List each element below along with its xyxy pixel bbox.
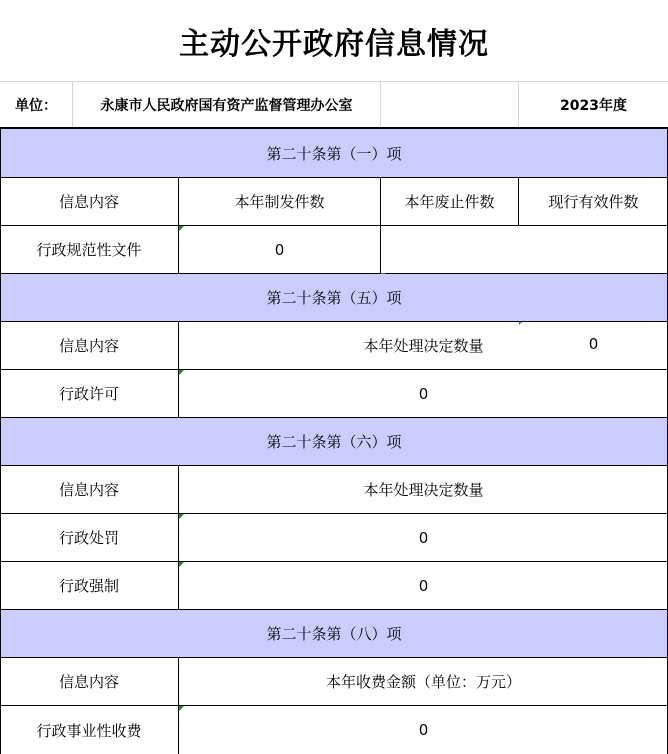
header-cell: 信息内容 — [0, 658, 179, 705]
table-row — [0, 514, 668, 562]
report-year: 2023年度 — [560, 97, 627, 114]
header-cell: 本年处理决定数量 — [363, 337, 484, 355]
table-row — [0, 370, 668, 418]
header-row — [0, 178, 668, 226]
section-title: 第二十条第（一）项 — [266, 144, 402, 163]
row-label: 行政事业性收费 — [0, 706, 179, 754]
row-label: 行政处罚 — [0, 514, 179, 561]
row-label: 行政强制 — [0, 562, 179, 609]
header-cell: 信息内容 — [0, 466, 179, 513]
page-title: 主动公开政府信息情况 — [179, 26, 489, 62]
table-row — [0, 706, 668, 754]
value-cell: 0 — [179, 226, 381, 273]
section-heading — [0, 418, 668, 466]
header-row — [0, 322, 668, 370]
header-cell: 信息内容 — [0, 178, 179, 225]
table-left-border — [0, 129, 1, 754]
row-label: 行政规范性文件 — [0, 226, 179, 273]
header-cell: 本年制发件数 — [179, 178, 381, 225]
header-cell: 本年废止件数 — [381, 178, 519, 225]
header-cell: 本年收费金额（单位：万元） — [325, 673, 521, 691]
value-cell: 0 — [179, 562, 668, 609]
value-cell: 0 — [519, 320, 668, 367]
value-cell: 0 — [179, 370, 668, 417]
section-heading — [0, 274, 668, 322]
title-row — [0, 0, 668, 82]
meta-blank-cell — [381, 82, 519, 127]
value-cell: 0 — [179, 706, 668, 754]
table-row — [0, 562, 668, 610]
section-heading — [0, 610, 668, 658]
section-title: 第二十条第（六）项 — [266, 433, 402, 451]
section-title: 第二十条第（八）项 — [266, 625, 402, 643]
header-row — [0, 466, 668, 514]
unit-name: 永康市人民政府国有资产监督管理办公室 — [73, 82, 381, 127]
section-heading — [0, 129, 668, 178]
value-cell: 0 — [179, 514, 668, 561]
header-cell: 本年处理决定数量 — [363, 481, 484, 499]
header-cell: 现行有效件数 — [548, 193, 639, 211]
header-cell: 信息内容 — [0, 322, 179, 369]
unit-label: 单位： — [0, 82, 73, 127]
header-row — [0, 658, 668, 706]
row-label: 行政许可 — [0, 370, 179, 417]
meta-row — [0, 82, 668, 129]
section-title: 第二十条第（五）项 — [266, 289, 402, 307]
